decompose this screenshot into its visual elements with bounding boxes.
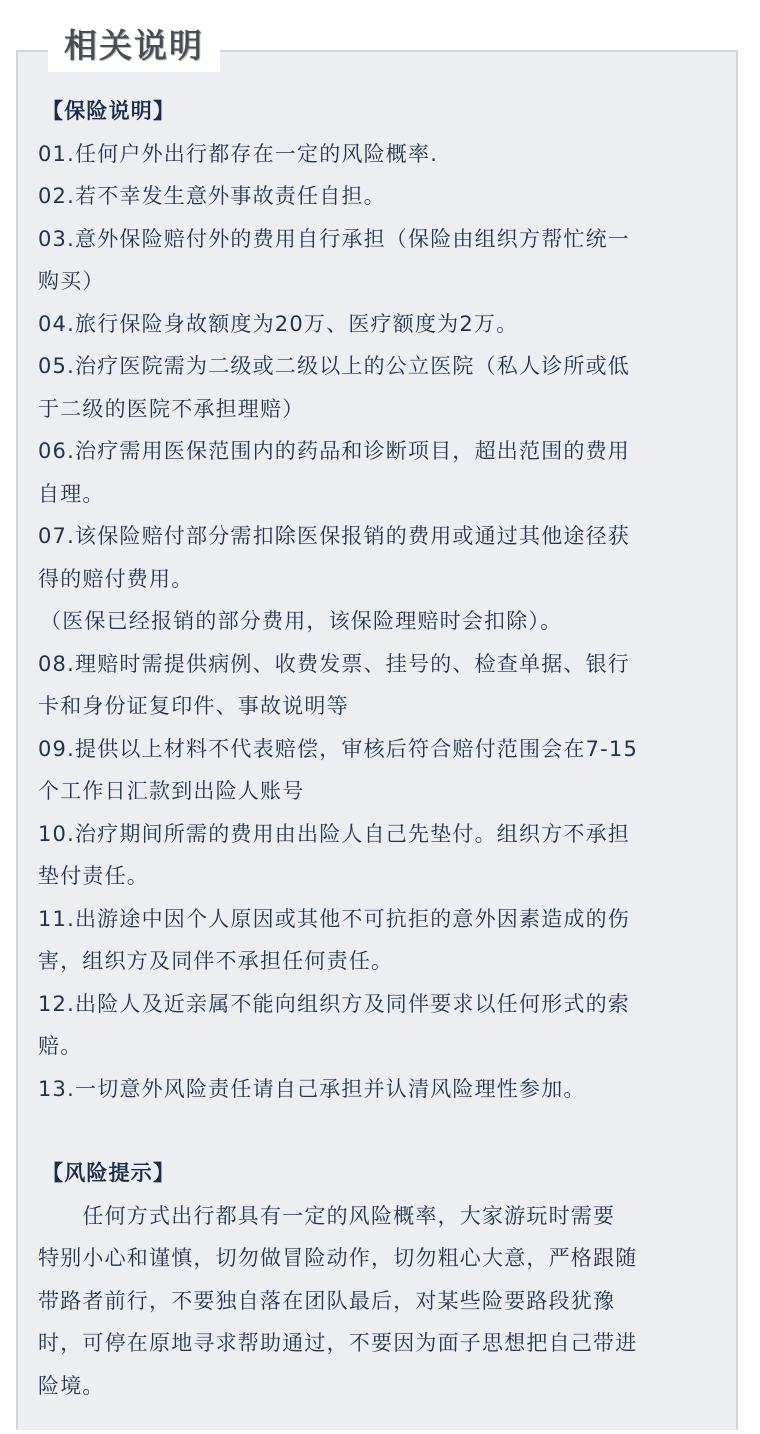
- insurance-line: 08.理赔时需提供病例、收费发票、挂号的、检查单据、银行: [38, 651, 630, 676]
- insurance-line: 09.提供以上材料不代表赔偿，审核后符合赔付范围会在7-15: [38, 736, 639, 761]
- insurance-line: 购买）: [38, 269, 105, 293]
- insurance-line: 04.旅行保险身故额度为20万、医疗额度为2万。: [38, 311, 519, 336]
- panel-content: [38, 90, 718, 1407]
- risk-line: 任何方式出行都具有一定的风险概率，大家游玩时需要: [38, 1203, 616, 1228]
- risk-paragraph: [38, 1195, 718, 1408]
- insurance-line: 害，组织方及同伴不承担任何责任。: [38, 949, 394, 973]
- risk-heading: 【风险提示】: [42, 1161, 176, 1185]
- insurance-line: 03.意外保险赔付外的费用自行承担（保险由组织方帮忙统一: [38, 226, 630, 251]
- risk-line: 险境。: [38, 1373, 105, 1398]
- risk-line: 特别小心和谨慎，切勿做冒险动作，切勿粗心大意，严格跟随: [38, 1246, 638, 1270]
- insurance-heading: 【保险说明】: [42, 99, 176, 123]
- insurance-line: 垫付责任。: [38, 864, 149, 888]
- risk-line: 时，可停在原地寻求帮助通过，不要因为面子思想把自己带进: [38, 1331, 638, 1355]
- panel-title: 相关说明: [48, 22, 220, 72]
- insurance-line: 自理。: [38, 481, 105, 506]
- insurance-line: 个工作日汇款到出险人账号: [38, 779, 305, 803]
- insurance-line: 06.治疗需用医保范围内的药品和诊断项目，超出范围的费用: [38, 439, 630, 463]
- insurance-line: 赔。: [38, 1034, 83, 1058]
- insurance-line: 01.任何户外出行都存在一定的风险概率.: [38, 141, 439, 166]
- risk-line: 带路者前行，不要独自落在团队最后，对某些险要路段犹豫: [38, 1288, 616, 1313]
- insurance-line: 12.出险人及近亲属不能向组织方及同伴要求以任何形式的索: [38, 991, 630, 1016]
- insurance-line: 13.一切意外风险责任请自己承担并认清风险理性参加。: [38, 1076, 586, 1101]
- insurance-line: （医保已经报销的部分费用，该保险理赔时会扣除）。: [40, 609, 563, 633]
- section-gap: [38, 1110, 718, 1152]
- insurance-line: 07.该保险赔付部分需扣除医保报销的费用或通过其他途径获: [38, 524, 630, 548]
- insurance-line: 11.出游途中因个人原因或其他不可抗拒的意外因素造成的伤: [38, 906, 630, 931]
- insurance-line: 02.若不幸发生意外事故责任自担。: [38, 184, 386, 208]
- insurance-line: 10.治疗期间所需的费用由出险人自己先垫付。组织方不承担: [38, 821, 630, 846]
- insurance-line: 于二级的医院不承担理赔）: [38, 396, 305, 421]
- insurance-line: 卡和身份证复印件、事故说明等: [38, 694, 349, 718]
- insurance-list: [38, 133, 718, 1111]
- insurance-line: 05.治疗医院需为二级或二级以上的公立医院（私人诊所或低: [38, 354, 630, 378]
- insurance-line: 得的赔付费用。: [38, 566, 194, 591]
